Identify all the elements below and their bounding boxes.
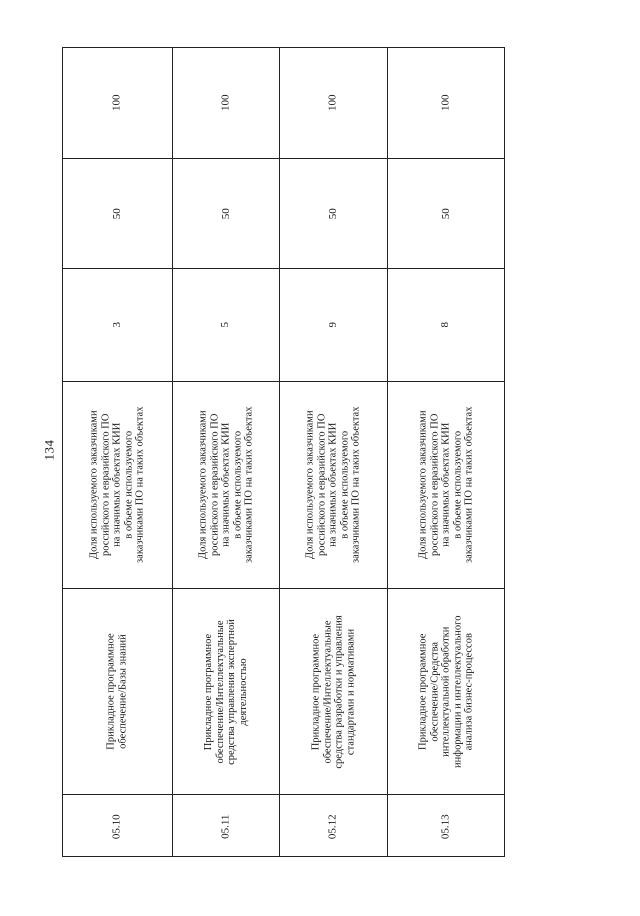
indicator-text: Доля используемого заказчиками российского и евразийского ПО на значимых объектах КИИ в объеме используемого заказчиками ПО на таких объектах	[88, 406, 146, 564]
value-a: 8	[439, 322, 452, 328]
table-row	[387, 48, 504, 856]
value-b: 50	[326, 208, 339, 219]
name-text: Прикладное программное обеспечение/Интеллектуальные средства управления экспертной деятельностью	[203, 618, 249, 765]
value-a-cell	[63, 268, 172, 381]
value-a-cell	[173, 268, 279, 381]
indicator-cell	[280, 381, 387, 588]
name-text: Прикладное программное обеспечение/Интеллектуальные средства разработки и управления стандартами и нормативами	[310, 614, 357, 769]
value-c: 100	[110, 94, 123, 112]
code-cell	[173, 794, 279, 858]
value-a: 9	[326, 322, 339, 328]
value-a: 3	[110, 322, 123, 328]
table-row	[63, 48, 172, 856]
value-b-cell	[280, 158, 387, 268]
value-c: 100	[326, 94, 339, 112]
name-cell	[388, 588, 504, 794]
name-text: Прикладное программное обеспечение/Базы знаний	[106, 633, 129, 750]
value-b-cell	[173, 158, 279, 268]
code-cell	[63, 794, 172, 858]
value-b-cell	[63, 158, 172, 268]
name-cell	[280, 588, 387, 794]
value-b: 50	[439, 208, 452, 219]
indicator-cell	[388, 381, 504, 588]
value-c-cell	[388, 48, 504, 158]
value-b: 50	[219, 208, 232, 219]
value-a-cell	[280, 268, 387, 381]
code-text: 05.11	[219, 814, 232, 839]
indicator-text: Доля используемого заказчиками российского и евразийского ПО на значимых объектах КИИ в объеме используемого заказчиками ПО на таких объектах	[197, 406, 255, 564]
page-number	[37, 430, 61, 470]
table-row	[279, 48, 387, 856]
value-c-cell	[173, 48, 279, 158]
value-c: 100	[439, 94, 452, 112]
code-text: 05.12	[326, 814, 339, 839]
name-cell	[63, 588, 172, 794]
value-a-cell	[388, 268, 504, 381]
value-b-cell	[388, 158, 504, 268]
code-text: 05.10	[110, 814, 123, 839]
code-cell	[280, 794, 387, 858]
value-b: 50	[110, 208, 123, 219]
indicator-text: Доля используемого заказчиками российского и евразийского ПО на значимых объектах КИИ в объеме используемого заказчиками ПО на таких объектах	[304, 406, 362, 564]
indicator-cell	[173, 381, 279, 588]
code-text: 05.13	[439, 814, 452, 839]
value-c-cell	[280, 48, 387, 158]
code-cell	[388, 794, 504, 858]
table-row	[172, 48, 279, 856]
name-cell	[173, 588, 279, 794]
name-text: Прикладное программное обеспечение/Средства интеллектуальной обработки информации и интеллектуального анализа бизнес-процессов	[417, 615, 475, 768]
value-c: 100	[219, 94, 232, 112]
indicator-cell	[63, 381, 172, 588]
value-a: 5	[219, 322, 232, 328]
page-number-text: 134	[41, 439, 56, 461]
value-c-cell	[63, 48, 172, 158]
rotated-table	[62, 47, 505, 857]
indicator-text: Доля используемого заказчиками российского и евразийского ПО на значимых объектах КИИ в объеме используемого заказчиками ПО на таких объектах	[417, 406, 475, 564]
